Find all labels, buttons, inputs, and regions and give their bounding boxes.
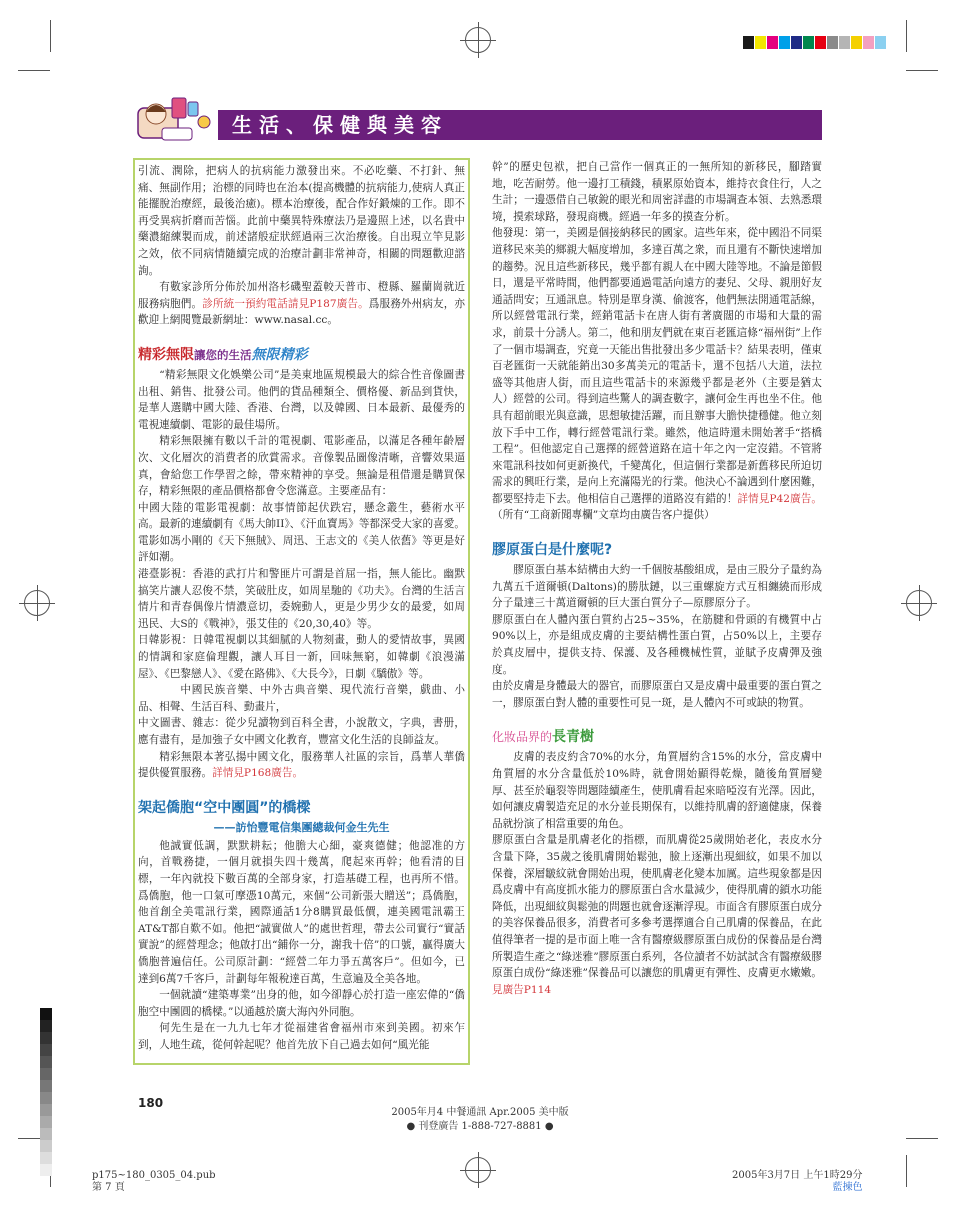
color-swatch [863,36,874,49]
color-swatch [851,36,862,49]
article-heading: 架起僑胞“空中團圓”的橋樑 [138,799,311,816]
gray-swatch [40,1092,52,1104]
gray-swatch [40,1164,52,1176]
crop-mark [50,20,51,52]
page-label: 第 7 頁 [92,1182,125,1193]
file-info [92,1170,216,1194]
ad-reference: 詳情見P42廣告。 [737,492,823,505]
gray-swatch [40,1128,52,1140]
color-swatch [827,36,838,49]
color-swatch [839,36,850,49]
ad-phone-line: ● 刊登廣告 1-888-727-8881 ● [406,1121,554,1132]
registration-mark-left [24,590,50,616]
intro-paragraph: 引流、潤除，把病人的抗病能力激發出來。不必吃藥、不打針、無痛、無副作用；治標的同時也在治本(提高機體的抗病能力,使病人真正能擺脫治療經，最後治癒)。標本治療後，配合作好鍛煉的工作。即不再受異病折磨而苦惱。此前中藥異特殊療法乃是邊照上述，以名貴中藥濃縮練製而成，前述諸般症狀經過兩三次治療後。自出現立竿見影之效，依不同病情隨續完成的治療計劃非常神奇，相關的問題歡迎諮詢。 [138,165,465,277]
print-graybar [40,1008,52,1176]
intro-text: 。 [327,314,338,327]
gray-swatch [40,1104,52,1116]
gray-swatch [40,1080,52,1092]
heading-part: 讓您的生活 [194,347,252,362]
color-swatch [743,36,754,49]
article-note: （所有“工商新聞專欄”文章均由廣告客户提供） [492,509,715,522]
article-paragraph: 由於皮膚是身體最大的器官，而膠原蛋白又是皮膚中最重要的蛋白質之一，膠原蛋白對人體的重要性可見一斑，是人體內不可或缺的物質。 [492,680,822,709]
gray-swatch [40,1056,52,1068]
article-heading [138,345,465,365]
heading-part: 化妝品界的 [492,730,553,745]
website-link[interactable]: www.nasal.cc [254,314,328,327]
intro-text: 爲服務外州病友，亦歡迎上網閱覽最新網址： [138,297,466,327]
gray-swatch [40,1068,52,1080]
crop-mark [906,20,907,52]
article-paragraph [138,749,465,782]
color-swatch [791,36,802,49]
intro-text: 有數家診所分佈於加州洛杉磯聖蓋較天普市、橙縣、羅蘭崗就近服務病胞們。 [138,281,465,310]
color-swatch [779,36,790,49]
section-title: 生活、保健與美容 [232,113,448,137]
article-paragraph: “精彩無限文化娛樂公司”是美東地區規模最大的綜合性音像圖書出租、銷售、批發公司。他們的貨品種類全、價格優、新品到貨快，是華人選購中國大陸、香港、台灣，以及韓國、日本最新、最優秀的電視連續劇、電影的最佳場所。 [138,368,465,431]
gray-swatch [40,1116,52,1128]
crop-mark [906,1138,938,1139]
ad-reference: 見廣告P114 [492,983,552,996]
ad-reference: 診所統一預約電話請見P187廣告。 [202,297,369,310]
heading-part: 長青樹 [552,729,595,746]
ad-reference: 詳情見P168廣告。 [212,767,304,780]
article-paragraph [492,832,822,998]
file-name: p175~180_0305_04.pub [92,1170,216,1181]
article-paragraph: 中國民族音樂、中外古典音樂、現代流行音樂，戲曲、小品、相聲、生活百科、動畫片， [138,684,465,713]
article-paragraph: 一個就讀“建築專業”出身的他，如今卻靜心於打造一座宏偉的“僑胞空中團圓的橋樑。”以通越於廣大海內外同胞。 [138,989,465,1018]
article-heading: 膠原蛋白是什麼呢? [492,542,613,559]
intro-paragraph [138,279,465,329]
page-number: 180 [138,1096,164,1110]
heading-part: 精彩無限 [138,346,194,363]
article-paragraph: 膠原蛋白在人體內蛋白質約占25~35%，在筋腱和骨頭的有機質中占90%以上，亦是組成皮膚的主要結構性蛋白質，占50%以上，主要存於真皮層中，提供支持、保護、及各種機械性質，並賦予皮膚彈及強度。 [492,613,822,676]
article-paragraph: 日韓影視：日韓電視劇以其細膩的人物刻畫，動人的愛情故事，異國的情調和家庭倫理觀，讓人耳目一新，回味無窮，如韓劇《浪漫滿屋》、《巴黎戀人》、《愛在路佛》、《大長今》，日劇《驕傲》等。 [138,634,465,680]
gray-swatch [40,1008,52,1020]
heading-part: 無限精彩 [251,346,308,363]
article-paragraph: 中國大陸的電影電視劇：故事情節起伏跌宕，懸念叢生，藝術水平高。最新的連續劇有《馬大帥II》、《汗血寶馬》等都深受大家的喜愛。電影如馮小剛的《天下無賊》、周迅、王志文的《美人依舊》等更是好評如潮。 [138,501,465,564]
header-illustration-icon [134,92,218,144]
article-paragraph: 膠原蛋白基本結構由大約一千個胺基酸組成，是由三股分子量約為九萬五千道爾頓(Daltons)的勝肽鏈，以三重螺旋方式互相纏繞而形成分子量達三十萬道爾頓的巨大蛋白質分子—原膠原分子。 [492,564,822,610]
article-paragraph: 精彩無限擁有數以千計的電視劇、電影產品，以滿足各種年齡層次、文化層次的消費者的欣賞需求。音像製品圖像清晰，音響效果逼真，會給您工作學習之餘，帶來精神的享受。無論是租借還是購買保存，精彩無限的產品價格都會令您滿意。主要產品有： [138,435,465,498]
article-text: 精彩無限本著弘揚中國文化，服務華人社區的宗旨，爲華人華僑提供優質服務。 [138,750,465,780]
crop-mark [906,1155,907,1187]
left-column [138,163,465,1054]
issue-line: 2005年月4 中餐通訊 Apr.2005 美中版 [391,1107,569,1118]
color-swatch [815,36,826,49]
registration-mark-top [465,27,491,53]
print-timestamp: 2005年3月7日 上午1時29分 [732,1170,863,1181]
gray-swatch [40,1032,52,1044]
footer-publication [340,1106,620,1134]
article-text: 膠原蛋白含量是肌膚老化的指標，而肌膚從25歲開始老化，表皮水分含量下降，35歲之後肌膚開始鬆弛，臉上逐漸出現細紋，如果不加以保養，深層皺紋就會開始出現，使肌膚老化變本加厲。這些現象都是因爲皮膚中有高度抓水能力的膠原蛋白含水量減少，使得肌膚的鎖水功能降低，出現細紋與鬆弛的問題也就會逐漸浮現。市面含有膠原蛋白成分的美容保養品很多，消費者可多參考選擇適合自己肌膚的保養品，在此值得筆者一提的是市面上唯一含有醫療級膠原蛋白成份的保養品是台灣所製造生產之“綠迷雅”膠原蛋白系列，各位讀者不妨試試含有醫療級膠原蛋白成份“綠迷雅”保養品可以讓您的肌膚更有彈性、皮膚更水嫩嫩。 [492,834,822,980]
article-heading [492,727,822,747]
registration-mark-bottom [465,1157,491,1183]
right-column [492,159,822,998]
crop-mark [906,70,938,71]
article-paragraph: 皮膚的表皮約含70%的水分，角質層約含15%的水分，當皮膚中角質層的水分含量低於10%時，就會開始顯得乾燥，隨後角質層變厚、甚至於龜裂等問題陸續產生，使肌膚看起來暗啞沒有光澤。因此，如何讓皮膚製造充足的水分並長期保有，以維持肌膚的舒適健康，保養品就扮演了相當重要的角色。 [492,751,822,830]
color-swatch [755,36,766,49]
gray-swatch [40,1044,52,1056]
article-paragraph: 中文圖書、雜志：從少兒讀物到百科全書，小說散文，字典，書册，應有盡有，是加強子女中國文化教育，豐富文化生活的良師益友。 [138,717,465,746]
article-paragraph [492,225,822,524]
print-colorbar [743,36,887,49]
article-paragraph: 港臺影視：香港的武打片和警匪片可謂是首屈一指，無人能比。幽默搞笑片讓人忍俊不禁，笑破肚皮，如周星馳的《功夫》。台灣的生活言情片和青春偶像片情濃意切，委婉動人，更是少男少女的最愛，如周迅民、大S的《戰神》，張艾佳的《20,30,40》等。 [138,568,465,630]
article-text: 他發現：第一，美國是個接納移民的國家。這些年來，從中國沿不同渠道移民來美的鄉親大幅度增加，多達百萬之衆，而且還有不斷快速增加的趨勢。況且這些新移民，幾乎都有親人在中國大陸等地。不論是節假日，還是平常時間，他們都要通過電話向遠方的妻兒、父母、親朋好友通話問安；互通訊息。特別是單身漢、偷渡客，他們無法開通電話線，所以經營電訊行業，經銷電話卡在唐人街有著廣闊的市場和大量的需求，前景十分誘人。第二，他和朋友們就在東百老匯這條“福州街”上作了一個市場調查，究竟一天能出售批發出多少電話卡？結果表明，僅東百老匯街一天就能銷出30多萬美元的電話卡，還不包括八大道，法拉盛等其他唐人街，而且這些電話卡的來源幾乎都是老外（主要是猶太人）經營的公司。得到這些驚人的調查數字，讓何金生再也坐不住。他具有超前眼光與意識，思想敏捷活躍，而且辦事大膽快捷穩健。他立刻放下手中工作，轉行經營電訊行業。雖然，他這時還未開始著手“搭橋工程”。但他認定自己選擇的經營道路在這十年之內一定沒錯。不管將來電訊科技如何更新換代，千變萬化，但這個行業都是新舊移民所迫切需求的興旺行業，是向上充滿陽光的行業。他決心不論遇到什麼困難，都要堅持走下去。他相信自己選擇的道路沒有錯的！ [492,227,822,505]
article-subheading: ——訪怡豐電信集團總裁何金生先生 [213,820,390,834]
registration-mark-right [906,590,932,616]
crop-mark [18,70,50,71]
color-swatch [803,36,814,49]
article-paragraph: 他誠實低調，默默耕耘；他膽大心細，豪爽德健；他認准的方向，首戰務捷，一個月就損失四十幾萬，爬起來再幹；他看清的目標，一年內就投下數百萬的全部身家，打造基礎工程，也再所不惜。爲僑胞，他一口氣可摩憑10萬元，來個“公司新張大贈送”；爲僑胞，他首創全美電訊行業，國際通話1分8購買最低價，連美國電訊霸王AT&T都自歎不如。他把“誠實做人”的處世哲理，帶去公司實行“實話實說”的經營理念；他啟打出“鋪你一分，謝我十倍”的口號，贏得廣大僑胞普遍信任。公司原計劃：“經營二年力爭五萬客戶”。但如今，已達到6萬7千客戶，計劃每年報稅達百萬，生意遍及全美各地。 [138,839,465,985]
gray-swatch [40,1140,52,1152]
color-separation-label: 藍揀色 [832,1182,863,1193]
gray-swatch [40,1020,52,1032]
article-paragraph: 幹”的歷史包袱，把自己當作一個真正的一無所知的新移民，腳踏實地，吃苦耐勞。他一邊打工積錢，積累原始資本，維持衣食住行，人之生計；一邊憑借自己敏銳的眼光和周密詳盡的市場調查本領、去熟悉環境，摸索球路，發現商機。經過一年多的摸查分析。 [492,161,822,223]
gray-swatch [40,1152,52,1164]
color-swatch [767,36,778,49]
article-paragraph: 何先生是在一九九七年才從福建省會福州市來到美國。初來乍到，人地生疏，從何幹起呢？他首先放下自己過去如何“風光能 [138,1022,465,1051]
print-info [732,1170,862,1194]
color-swatch [875,36,886,49]
